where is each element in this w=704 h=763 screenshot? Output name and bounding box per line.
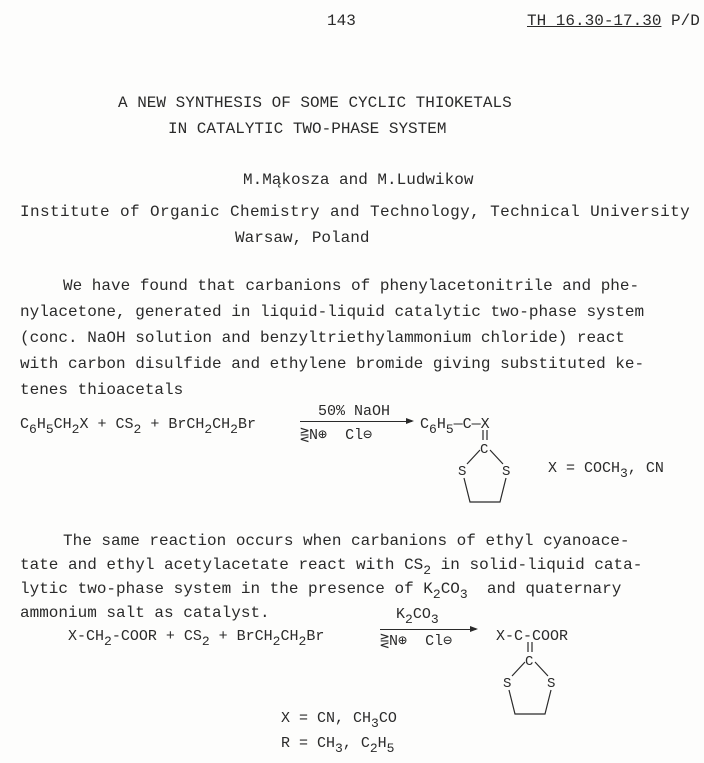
ring-carbon: C bbox=[525, 654, 534, 670]
text-segment: X = CN, CH bbox=[281, 710, 372, 727]
ring-carbon: C bbox=[480, 442, 489, 458]
text-segment: We have found that carbanions of phenylacetonitrile and phe- bbox=[63, 277, 640, 295]
subscript: 2 bbox=[201, 634, 210, 649]
subscript: 2 bbox=[298, 634, 307, 649]
title-line-1: A NEW SYNTHESIS OF SOME CYCLIC THIOKETALS bbox=[118, 94, 512, 112]
subscript: 2 bbox=[104, 634, 112, 649]
affiliation-line-1: Institute of Organic Chemistry and Technology, Technical University bbox=[20, 203, 691, 221]
ring-sulfur: S bbox=[547, 676, 556, 692]
eq1-arrow bbox=[300, 421, 412, 422]
paragraph2-line bbox=[20, 556, 643, 578]
subscript: 2 bbox=[71, 422, 80, 437]
text-segment: -COOR + CS bbox=[111, 628, 202, 645]
text-segment: tenes thioacetals bbox=[20, 381, 184, 399]
text-segment: CH bbox=[212, 416, 231, 433]
subscript: 2 bbox=[423, 563, 432, 578]
session-suffix: P/D bbox=[671, 12, 700, 30]
affiliation-line-2: Warsaw, Poland bbox=[235, 229, 370, 247]
text-segment: nylacetone, generated in liquid-liquid catalytic two-phase system bbox=[20, 303, 645, 321]
ring-sulfur: S bbox=[502, 464, 511, 480]
subscript: 3 bbox=[371, 716, 379, 731]
subscript: 2 bbox=[272, 634, 281, 649]
subscript: 3 bbox=[335, 741, 343, 756]
subscript: 3 bbox=[459, 587, 468, 602]
text-segment: H bbox=[36, 416, 46, 433]
eq1-reactants bbox=[20, 416, 256, 437]
subscript: 2 bbox=[133, 422, 142, 437]
subscript: 3 bbox=[430, 612, 439, 627]
eq2-reagent bbox=[396, 606, 439, 627]
text-segment: —C—X bbox=[453, 416, 490, 433]
text-segment: , C bbox=[342, 735, 370, 752]
subscript: 2 bbox=[369, 741, 378, 756]
text-segment: + BrCH bbox=[209, 628, 273, 645]
authors: M.Mąkosza and M.Ludwikow bbox=[243, 171, 474, 189]
text-segment: R = CH bbox=[281, 735, 336, 752]
text-segment: X-C-COOR bbox=[496, 628, 569, 645]
eq1-catalyst bbox=[300, 427, 372, 445]
eq1-substituent-note bbox=[548, 460, 664, 481]
text-segment: CO bbox=[412, 606, 431, 623]
text-segment: K bbox=[396, 606, 406, 623]
text-segment: ammonium salt as catalyst. bbox=[20, 604, 270, 622]
paragraph1-line bbox=[20, 355, 644, 373]
text-segment: ⋛N⊕ Cl⊖ bbox=[380, 633, 453, 650]
text-segment: Br bbox=[237, 416, 256, 433]
subscript: 2 bbox=[432, 587, 441, 602]
subscript: 2 bbox=[230, 422, 238, 437]
text-segment: H bbox=[377, 735, 387, 752]
text-segment: Br bbox=[306, 628, 325, 645]
subscript: 5 bbox=[445, 422, 454, 437]
text-segment: with carbon disulfide and ethylene bromide giving substituted ke- bbox=[20, 355, 645, 373]
text-segment: X-CH bbox=[68, 628, 105, 645]
text-segment: tate and ethyl acetylacetate react with CS bbox=[20, 556, 424, 574]
subscript: 6 bbox=[429, 422, 437, 437]
ring-sulfur: S bbox=[458, 464, 467, 480]
paragraph1-line bbox=[20, 329, 625, 347]
text-segment: The same reaction occurs when carbanions of ethyl cyanoace- bbox=[63, 532, 630, 550]
paragraph2-line bbox=[20, 604, 270, 622]
eq2-reactants bbox=[68, 628, 325, 649]
page-number: 143 bbox=[327, 12, 356, 30]
ring-sulfur: S bbox=[503, 676, 512, 692]
text-segment: C bbox=[20, 416, 30, 433]
text-segment: X = COCH bbox=[548, 460, 621, 477]
eq2-x-note bbox=[281, 710, 397, 731]
text-segment: and quaternary bbox=[467, 580, 622, 598]
text-segment: CO bbox=[440, 580, 460, 598]
session-time: TH 16.30-17.30 bbox=[527, 12, 662, 30]
eq2-catalyst bbox=[380, 633, 452, 651]
subscript: 5 bbox=[386, 741, 395, 756]
text-segment: in solid-liquid cata- bbox=[431, 556, 643, 574]
text-segment: CH bbox=[280, 628, 299, 645]
eq2-arrow bbox=[380, 629, 476, 630]
text-segment: 50% NaOH bbox=[318, 403, 391, 420]
paragraph2-line bbox=[63, 532, 630, 550]
eq1-dithiolane-ring bbox=[440, 430, 530, 510]
paragraph1-line bbox=[20, 303, 644, 321]
subscript: 2 bbox=[405, 612, 413, 627]
paragraph1-line bbox=[63, 277, 639, 295]
text-segment: + BrCH bbox=[141, 416, 205, 433]
text-segment: CH bbox=[53, 416, 72, 433]
subscript: 5 bbox=[45, 422, 54, 437]
text-segment: C bbox=[420, 416, 430, 433]
paragraph1-line bbox=[20, 381, 183, 399]
text-segment: lytic two-phase system in the presence of K bbox=[20, 580, 433, 598]
eq2-r-note bbox=[281, 735, 395, 756]
text-segment: ⋛N⊕ Cl⊖ bbox=[300, 427, 373, 444]
text-segment: (conc. NaOH solution and benzyltriethylammonium chloride) react bbox=[20, 329, 625, 347]
session-code bbox=[527, 12, 700, 30]
eq2-dithiolane-ring bbox=[485, 642, 575, 722]
text-segment: H bbox=[436, 416, 446, 433]
text-segment: X + CS bbox=[79, 416, 134, 433]
text-segment: , CN bbox=[627, 460, 664, 477]
text-segment: CO bbox=[378, 710, 397, 727]
subscript: 3 bbox=[620, 466, 628, 481]
title-line-2: IN CATALYTIC TWO-PHASE SYSTEM bbox=[168, 120, 447, 138]
eq1-reagent bbox=[318, 403, 390, 421]
subscript: 2 bbox=[204, 422, 213, 437]
subscript: 6 bbox=[29, 422, 37, 437]
paragraph2-line bbox=[20, 580, 622, 602]
